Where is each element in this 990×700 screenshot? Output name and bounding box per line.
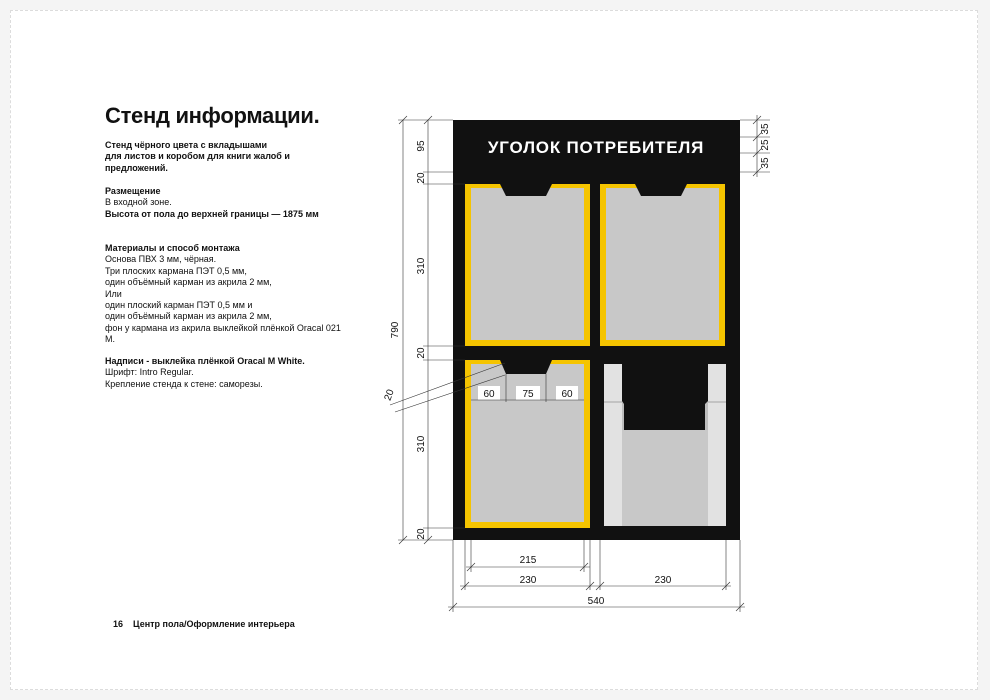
intro-line: предложений. [105, 162, 168, 173]
materials-heading: Материалы и способ монтажа [105, 243, 240, 253]
placement-line: В входной зоне. [105, 197, 172, 208]
page-number: 16 [113, 619, 124, 629]
intro-line: для листов и коробом для книги жалоб и [105, 151, 290, 162]
materials-line: фон у кармана из акрила выклейкой плёнкой Oracal 021 [105, 322, 341, 333]
page-title: Стенд информации. [105, 103, 320, 128]
dim-230-right: 230 [654, 575, 672, 586]
dim-75: 75 [522, 389, 534, 400]
dim-20-mid: 20 [416, 347, 427, 359]
stand-header-text: УГОЛОК ПОТРЕБИТЕЛЯ [487, 138, 705, 157]
materials-line: один плоский карман ПЭТ 0,5 мм и [105, 300, 253, 311]
placement-heading: Размещение [105, 186, 161, 196]
materials-line: Три плоских кармана ПЭТ 0,5 мм, [105, 265, 247, 276]
pocket-top-right [600, 184, 725, 346]
materials-line: один объёмный карман из акрила 2 мм, [105, 277, 272, 288]
dim-20-bottom: 20 [416, 528, 427, 540]
inscriptions-line: Шрифт: Intro Regular. [105, 367, 194, 378]
dim-25: 25 [760, 139, 771, 151]
dim-310-top: 310 [416, 257, 427, 275]
inscriptions-heading: Надписи - выклейка плёнкой Oracal M White. [105, 356, 305, 366]
dim-790: 790 [390, 321, 401, 339]
dim-20-diagonal: 20 [382, 388, 397, 403]
placement-height: Высота от пола до верхней границы — 1875 мм [105, 208, 319, 219]
materials-line: Основа ПВХ 3 мм, чёрная. [105, 254, 217, 265]
dim-60-left: 60 [483, 389, 495, 400]
dim-230-left: 230 [519, 575, 537, 586]
book-box [604, 362, 726, 526]
dim-215: 215 [519, 555, 537, 566]
materials-line: Или [105, 288, 122, 299]
footer-section: Центр пола/Оформление интерьера [133, 619, 295, 629]
dim-60-right: 60 [561, 389, 573, 400]
pocket-bottom-left [465, 360, 590, 528]
materials-line: М. [105, 334, 115, 345]
intro-line: Стенд чёрного цвета с вкладышами [105, 140, 268, 150]
pocket-top-left [465, 184, 590, 346]
dim-95: 95 [416, 140, 427, 152]
inscriptions-line: Крепление стенда к стене: саморезы. [105, 378, 263, 389]
dim-310-bottom: 310 [416, 435, 427, 453]
dim-540: 540 [587, 596, 605, 607]
dim-35-bottom: 35 [760, 157, 771, 169]
materials-line: один объёмный карман из акрила 2 мм, [105, 311, 272, 322]
dim-35-top: 35 [760, 123, 771, 135]
dim-20-top: 20 [416, 172, 427, 184]
